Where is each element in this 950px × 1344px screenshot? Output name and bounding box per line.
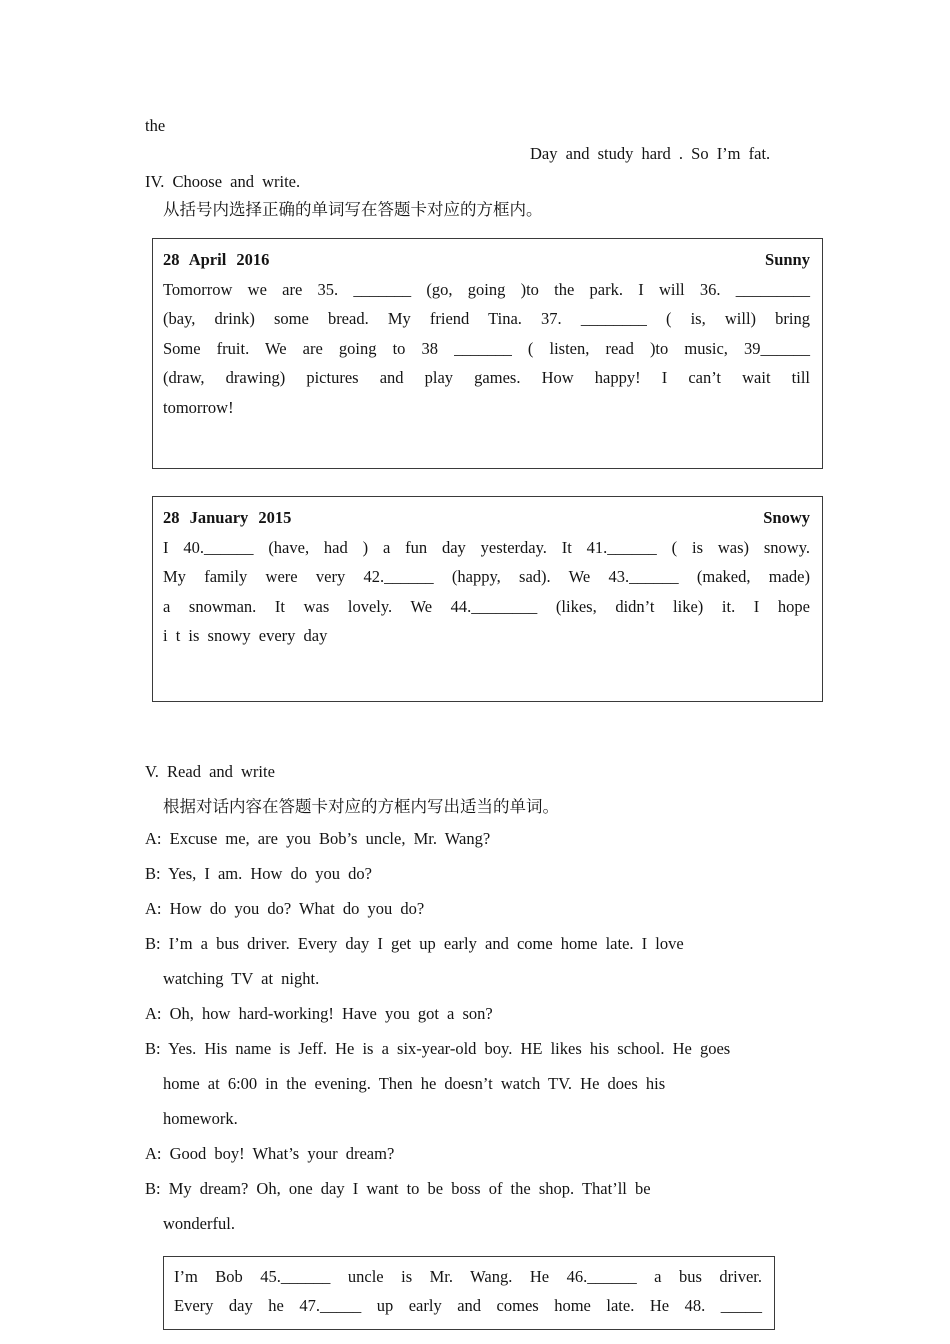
- spacer: [145, 469, 820, 482]
- text-line: (bay, drink) some bread. My friend Tina. 37. ________ ( is, will) bring: [163, 309, 810, 328]
- text-line: Tomorrow we are 35. _______ (go, going )to the park. I will 36. _________: [163, 279, 810, 299]
- text-line: i t is snowy every day: [163, 626, 328, 645]
- dialogue-line: A: Good boy! What’s your dream?: [145, 1143, 395, 1163]
- section-4-instruction: 从括号内选择正确的单词写在答题卡对应的方框内。: [163, 200, 543, 219]
- diary-weather: Sunny: [765, 250, 810, 269]
- section-4-title: IV. Choose and write.: [145, 172, 301, 191]
- diary-header: [163, 503, 810, 533]
- diary-header: [163, 245, 810, 275]
- dialogue-line: A: How do you do? What do you do?: [145, 898, 425, 918]
- answer-box: [163, 1256, 775, 1330]
- dialogue-line: B: My dream? Oh, one day I want to be boss of the shop. That’ll be: [145, 1178, 651, 1198]
- section-5-instruction: 根据对话内容在答题卡对应的方框内写出适当的单词。: [163, 796, 559, 816]
- section-5-title: V. Read and write: [145, 761, 275, 781]
- text-line: tomorrow!: [163, 397, 234, 417]
- text-line: (draw, drawing) pictures and play games. How happy! I can’t wait till: [163, 368, 810, 387]
- text-line: Every day he 47._____ up early and comes home late. He 48. _____: [174, 1296, 762, 1315]
- text-line: Some fruit. We are going to 38 _______ ( listen, read )to music, 39______: [163, 338, 810, 358]
- dialogue-line: B: Yes. His name is Jeff. He is a six-year-old boy. HE likes his school. He goes: [145, 1038, 731, 1058]
- diary-date: 28 January 2015: [163, 508, 292, 527]
- text-line: a snowman. It was lovely. We 44.________ (likes, didn’t like) it. I hope: [163, 596, 810, 616]
- diary-weather: Snowy: [763, 508, 810, 527]
- dialogue-line: B: I’m a bus driver. Every day I get up early and come home late. I love: [145, 933, 684, 953]
- text-line: Day and study hard . So I’m fat.: [530, 144, 771, 163]
- text-fragment: the: [145, 116, 166, 135]
- dialogue-line: home at 6:00 in the evening. Then he doesn’t watch TV. He does his: [163, 1073, 666, 1093]
- dialogue-line: A: Excuse me, are you Bob’s uncle, Mr. Wang?: [145, 828, 491, 848]
- diary-box-january: [152, 496, 823, 702]
- dialogue-line: wonderful.: [163, 1213, 235, 1233]
- text-line: I’m Bob 45.______ uncle is Mr. Wang. He 46.______ a bus driver.: [174, 1266, 762, 1286]
- dialogue-line: A: Oh, how hard-working! Have you got a son?: [145, 1003, 493, 1023]
- dialogue-line: watching TV at night.: [163, 968, 320, 988]
- text-line: My family were very 42.______ (happy, sad). We 43.______ (maked, made): [163, 567, 810, 586]
- diary-box-april: [152, 238, 823, 469]
- text-line: I 40.______ (have, had ) a fun day yesterday. It 41.______ ( is was) snowy.: [163, 537, 810, 557]
- dialogue-line: B: Yes, I am. How do you do?: [145, 863, 372, 883]
- dialogue-line: homework.: [163, 1108, 238, 1128]
- dialogue-block: [145, 821, 820, 1241]
- diary-date: 28 April 2016: [163, 250, 270, 269]
